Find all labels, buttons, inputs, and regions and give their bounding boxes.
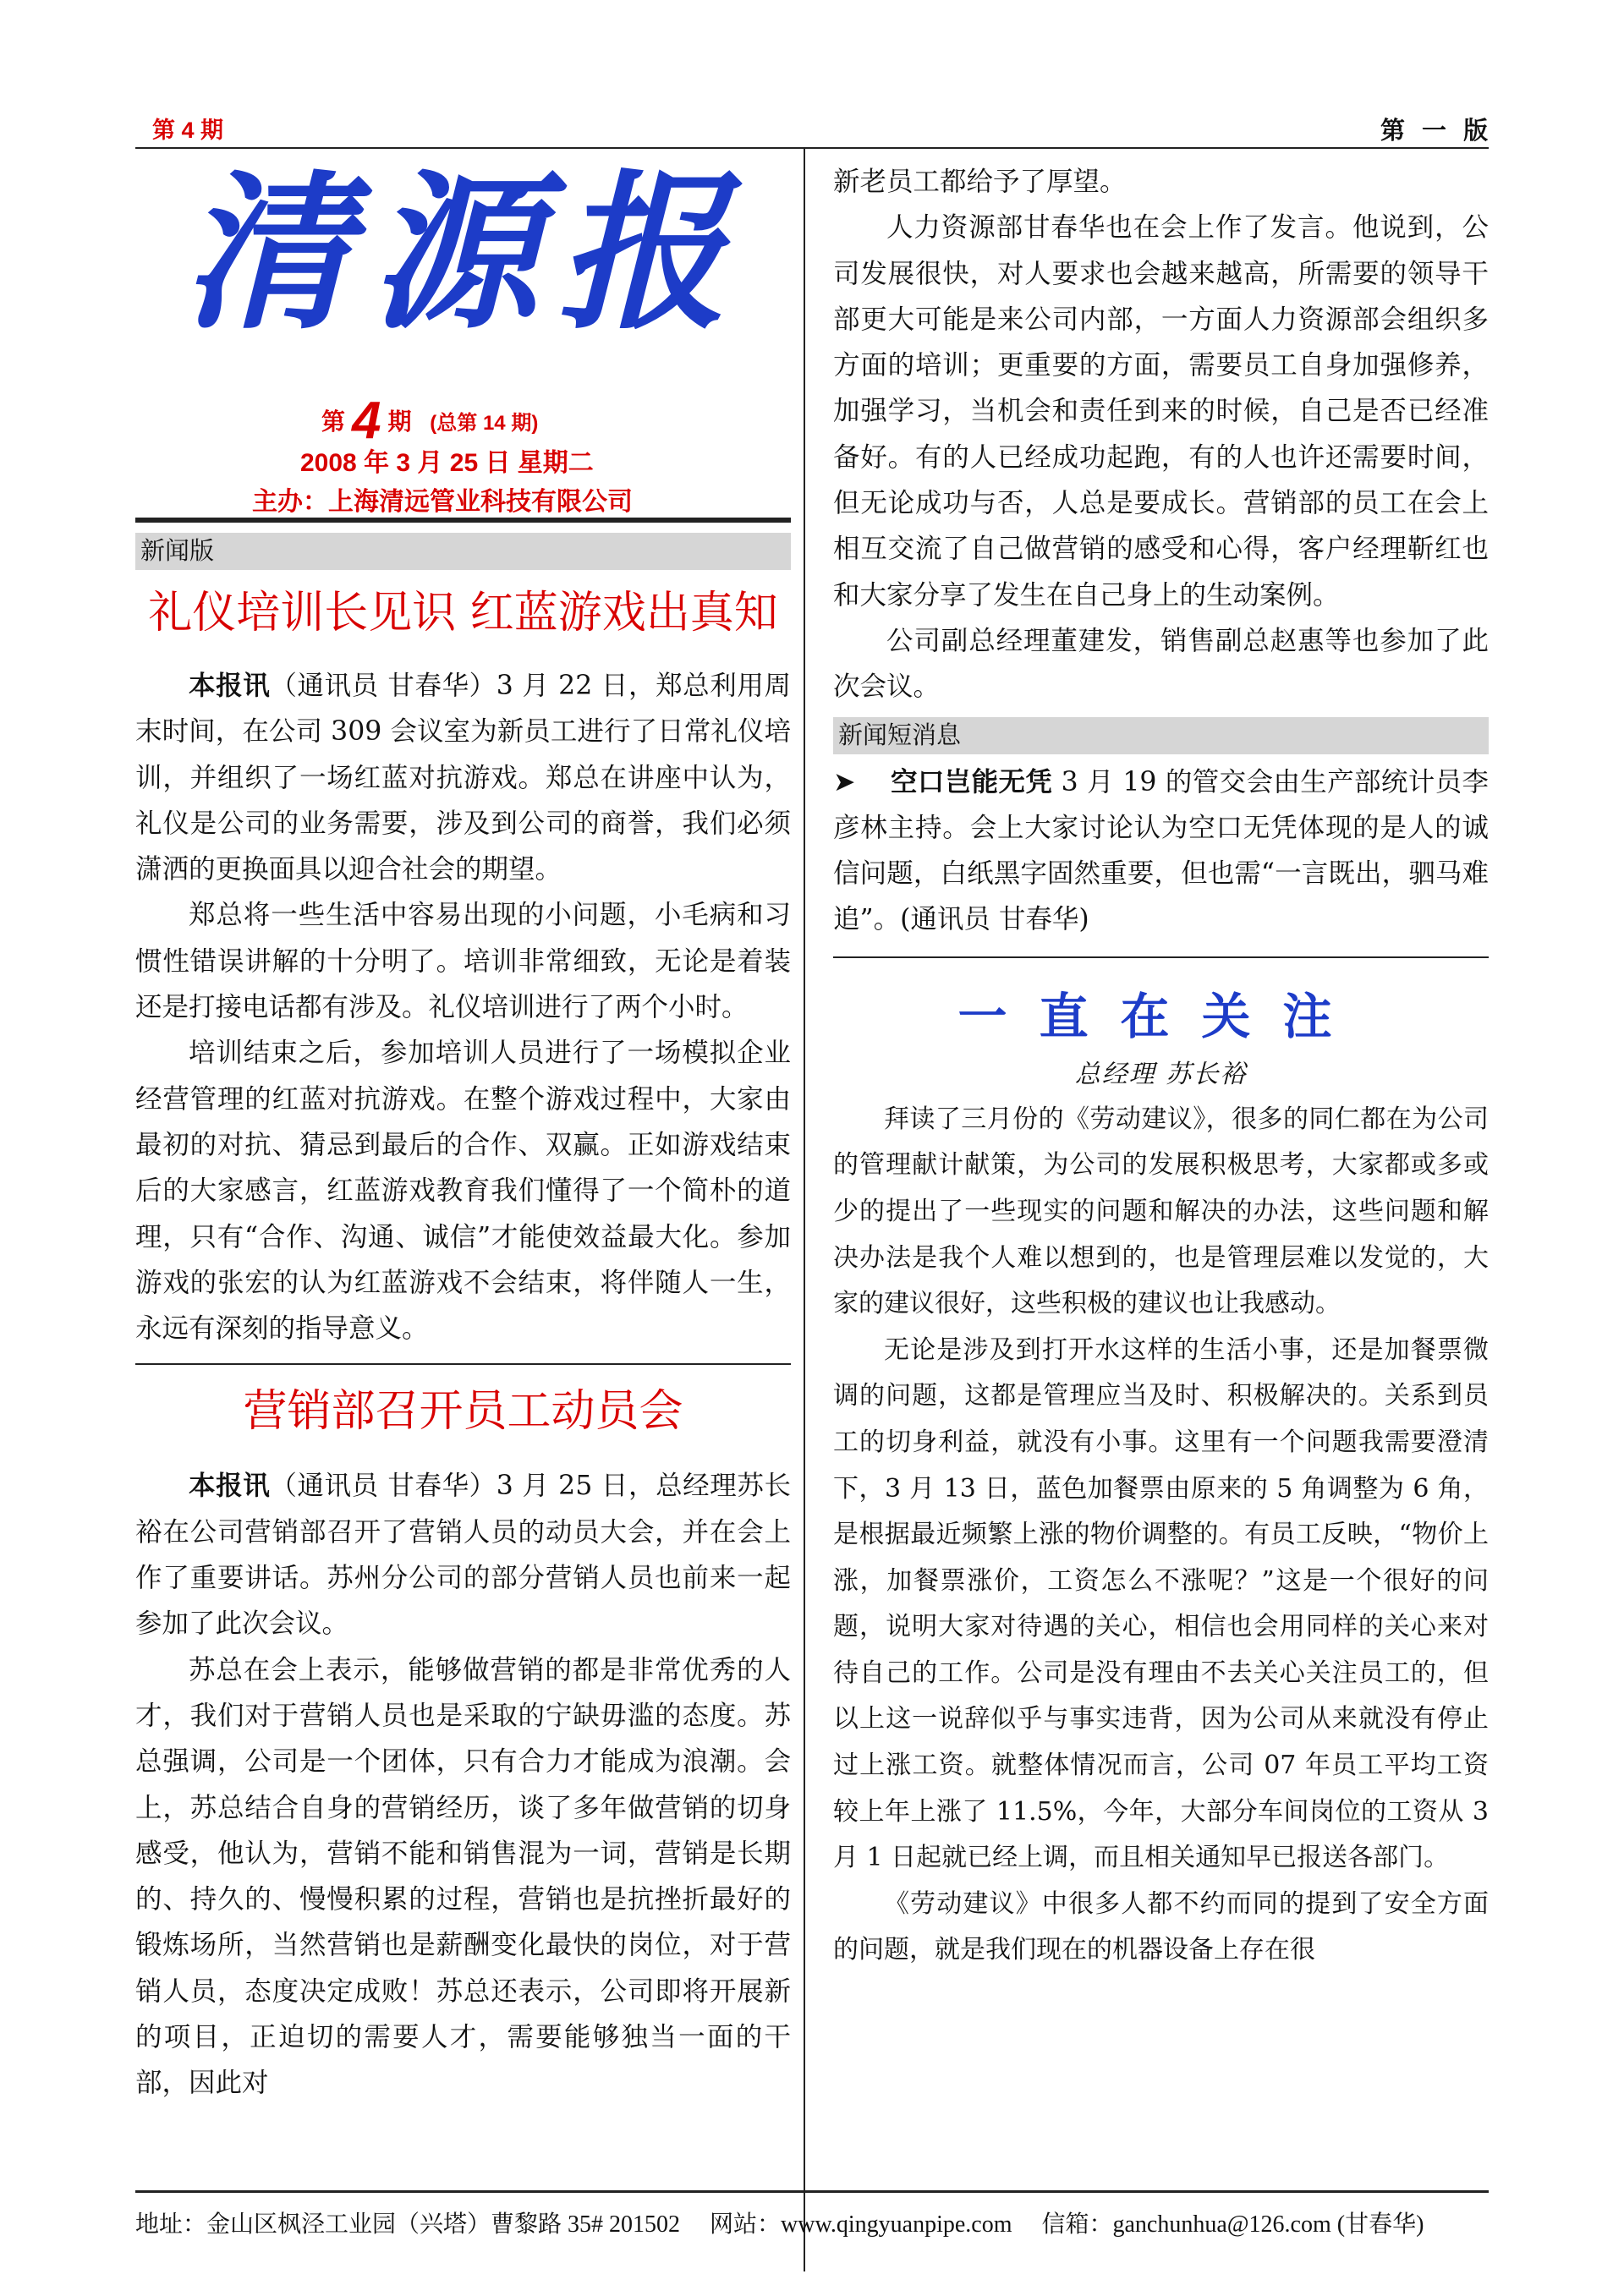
footer-website: 网站：www.qingyuanpipe.com — [710, 2211, 1012, 2238]
sponsor-line: 主办：上海清远管业科技有限公司 — [252, 488, 633, 516]
continued-paragraph: 公司副总经理董建发，销售副总赵惠等也参加了此次会议。 — [833, 625, 1489, 703]
page-label: 第 一 版 — [1380, 118, 1494, 145]
left-column — [135, 533, 791, 2107]
article2-paragraph: 本报讯（通讯员 甘春华）3 月 25 日，总经理苏长裕在公司营销部召开了营销人员的动员大会，并在会上作了重要讲话。苏州分公司的部分营销人员也前来一起参加了此次会议。 — [135, 1470, 791, 1640]
lead-label: 本报讯 — [189, 1470, 271, 1502]
article2-paragraph: 苏总在会上表示，能够做营销的都是非常优秀的人才，我们对于营销人员也是采取的宁缺毋滥的态度。苏总强调，公司是一个团体，只有合力才能成为浪潮。会上，苏总结合自身的营销经历，谈了多年做营销的切身感受，他认为，营销不能和销售混为一词，营销是长期的、持久的、慢慢积累的过程，营销也是抗挫折最好的锻炼场所，当然营销也是薪酬变化最快的岗位，对于营销人员，态度决定成败！苏总还表示，公司即将开展新的项目，正迫切的需要人才，需要能够独当一面的干部，因此对 — [135, 1654, 791, 2099]
bullet-arrow-icon: ➤ — [833, 766, 856, 797]
column-paragraph: 《劳动建议》中很多人都不约而同的提到了安全方面的问题，就是我们现在的机器设备上存在很 — [833, 1888, 1489, 1965]
footer-rule — [135, 2190, 1489, 2193]
section-bar-briefs: 新闻短消息 — [833, 717, 1489, 754]
brief-title: 空口岂能无凭 — [890, 765, 1053, 797]
column-paragraph: 拜读了三月份的《劳动建议》，很多的同仁都在为公司的管理献计献策，为公司的发展积极思考，大家都或多或少的提出了一些现实的问题和解决的办法，这些问题和解决办法是我个人难以想到的，也是管理层难以发觉的，大家的建议很好，这些积极的建议也让我感动。 — [833, 1104, 1489, 1319]
article2-headline: 营销部召开员工动员会 — [243, 1386, 683, 1438]
lead-label: 本报讯 — [189, 670, 271, 701]
footer-address: 地址：金山区枫泾工业园（兴塔）曹黎路 35# 201502 — [135, 2211, 681, 2238]
article1-paragraph: 本报讯（通讯员 甘春华）3 月 22 日，郑总利用周末时间，在公司 309 会议室为新员工进行了日常礼仪培训，并组织了一场红蓝对抗游戏。郑总在讲座中认为，礼仪是公司的业务需要，涉及到公司的商誉，我们必须潇洒的更换面具以迎合社会的期望。 — [135, 670, 791, 885]
section-bar-news: 新闻版 — [135, 533, 791, 570]
footer — [135, 2206, 1489, 2239]
article1-body — [135, 663, 791, 1351]
issue-number: 4 — [352, 392, 381, 450]
brief-divider — [833, 956, 1489, 958]
column-headline: 一直在关注 — [957, 989, 1364, 1044]
continued-text — [833, 159, 1489, 710]
article2-body — [135, 1463, 791, 2106]
brief-item — [833, 759, 1489, 943]
continued-paragraph: 人力资源部甘春华也在会上作了发言。他说到，公司发展很快，对人要求也会越来越高，所需要的领导干部更大可能是来公司内部，一方面人力资源部会组织多方面的培训；更重要的方面，需要员工自身加强修养，加强学习，当机会和责任到来的时候，自己是否已经准备好。有的人已经成功起跑，有的人也许还需要时间，但无论成功与否，人总是要成长。营销部的员工在会上相互交流了自己做营销的感受和心得，客户经理靳红也和大家分享了发生在自己身上的生动案例。 — [833, 212, 1489, 611]
continued-paragraph: 新老员工都给予了厚望。 — [833, 167, 1127, 197]
brief-text: 3 月 19 的管交会由生产部统计员李彦林主持。会上大家讨论认为空口无凭体现的是人的诚信问题，白纸黑字固然重要，但也需“一言既出，驷马难追”。(通讯员 甘春华) — [833, 766, 1489, 935]
article1-headline: 礼仪培训长见识 红蓝游戏出真知 — [148, 588, 778, 638]
column-body — [833, 1097, 1489, 1974]
issue-suffix: 期 — [387, 408, 412, 435]
right-column — [833, 159, 1489, 1974]
issue-prefix: 第 — [321, 408, 346, 435]
masthead-rule — [135, 518, 791, 523]
masthead-title: 清源报 — [182, 154, 746, 353]
column-divider — [804, 149, 805, 2271]
column-paragraph: 无论是涉及到打开水这样的生活小事，还是加餐票微调的问题，这都是管理应当及时、积极解决的。关系到员工的切身利益，就没有小事。这里有一个问题我需要澄清下，3 月 13 日，蓝色加餐票由原来的 5 角调整为 6 角，是根据最近频繁上涨的物价调整的。有员工反映，“物价上涨，加餐票涨价，工资怎么不涨呢？”这是一个很好的问题，说明大家对待遇的关心，相信也会用同样的关心来对待自己的工作。公司是没有理由不去关心关注员工的，但以上这一说辞似乎与事实违背，因为公司从来就没有停止过上涨工资。就整体情况而言，公司 07 年员工平均工资较上年上涨了 11.5%，今年，大部分车间岗位的工资从 3 月 1 日起就已经上调，而且相关通知早已报送各部门。 — [833, 1334, 1489, 1873]
issue-label: 第 4 期 — [152, 118, 224, 143]
article1-paragraph: 培训结束之后，参加培训人员进行了一场模拟企业经营管理的红蓝对抗游戏。在整个游戏过程中，大家由最初的对抗、猜忌到最后的合作、双赢。正如游戏结束后的大家感言，红蓝游戏教育我们懂得了一个简朴的道理，只有“合作、沟通、诚信”才能使效益最大化。参加游戏的张宏的认为红蓝游戏不会结束，将伴随人一生，永远有深刻的指导意义。 — [135, 1038, 791, 1345]
issue-date: 2008 年 3 月 25 日 星期二 — [300, 449, 594, 477]
header-rule — [135, 147, 1489, 149]
issue-total: (总第 14 期) — [430, 412, 539, 435]
article-divider — [135, 1363, 791, 1365]
column-author: 总经理 苏长裕 — [1074, 1059, 1248, 1089]
article1-paragraph: 郑总将一些生活中容易出现的小问题，小毛病和习惯性错误讲解的十分明了。培训非常细致，无论是着装还是打接电话都有涉及。礼仪培训进行了两个小时。 — [135, 900, 791, 1023]
footer-email: 信箱：ganchunhua@126.com (甘春华) — [1041, 2211, 1424, 2238]
